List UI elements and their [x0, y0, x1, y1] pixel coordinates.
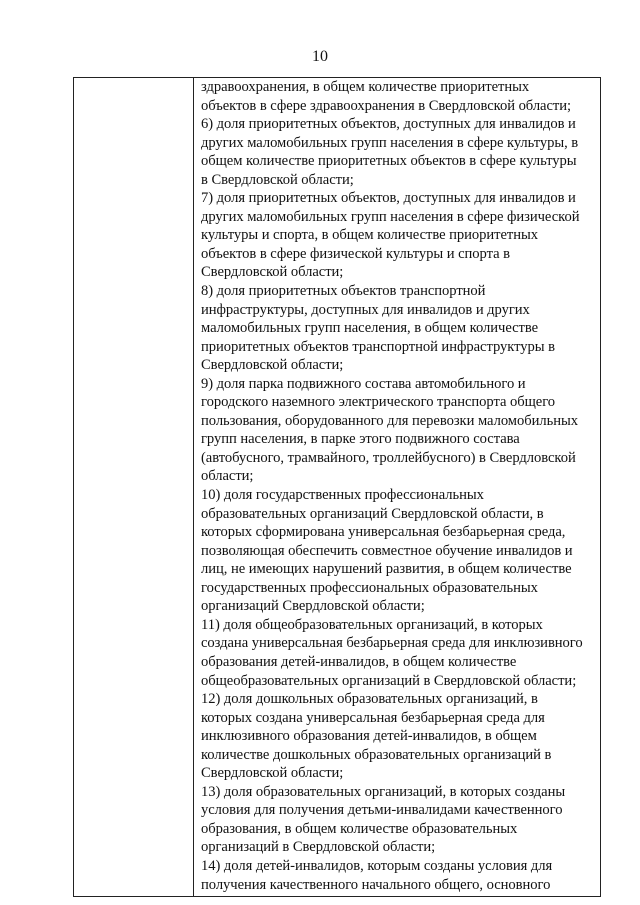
text-line: области; — [201, 468, 254, 485]
text-line: 9) доля парка подвижного состава автомобильного и — [201, 375, 526, 392]
text-line: организаций в Свердловской области; — [201, 839, 436, 856]
text-line: (автобусного, трамвайного, троллейбусного) в Свердловской — [201, 449, 576, 466]
text-line: 10) доля государственных профессиональных — [201, 487, 484, 504]
text-line: 11) доля общеобразовательных организаций, в которых — [201, 616, 543, 633]
text-line: общем количестве приоритетных объектов в сфере культуры — [201, 153, 577, 170]
text-line: Свердловской области; — [201, 765, 344, 782]
table-left-column — [74, 78, 194, 896]
text-line: в Свердловской области; — [201, 171, 354, 188]
text-line: 8) доля приоритетных объектов транспортной — [201, 283, 486, 300]
text-line: позволяющая обеспечить совместное обучение инвалидов и — [201, 542, 573, 559]
text-line: Свердловской области; — [201, 264, 344, 281]
text-line: инклюзивного образования детей-инвалидов, в общем — [201, 728, 537, 745]
text-line: групп населения, в парке этого подвижного состава — [201, 431, 520, 448]
text-line: 14) доля детей-инвалидов, которым созданы условия для — [201, 857, 553, 874]
text-line: здравоохранения, в общем количестве приоритетных — [201, 79, 530, 95]
text-line: пользования, оборудованного для перевозки маломобильных — [201, 412, 578, 429]
text-line: 13) доля образовательных организаций, в которых созданы — [201, 783, 566, 800]
text-line: создана универсальная безбарьерная среда для инклюзивного — [201, 635, 583, 652]
text-line: Свердловской области; — [201, 357, 344, 374]
text-line: которых сформирована универсальная безбарьерная среда, — [201, 524, 566, 541]
text-line: образования, в общем количестве образовательных — [201, 820, 518, 837]
text-line: городского наземного электрического транспорта общего — [201, 394, 556, 411]
text-line: культуры и спорта, в общем количестве приоритетных — [201, 227, 538, 244]
text-line: количестве дошкольных образовательных организаций в — [201, 746, 552, 763]
table-right-column — [194, 78, 600, 896]
text-line: 6) доля приоритетных объектов, доступных для инвалидов и — [201, 116, 576, 133]
document-table — [73, 77, 601, 897]
text-line: общеобразовательных организаций в Свердловской области; — [201, 672, 577, 689]
text-line: маломобильных групп населения, в общем количестве — [201, 320, 539, 337]
text-line: 7) доля приоритетных объектов, доступных для инвалидов и — [201, 190, 576, 207]
text-line: организаций Свердловской области; — [201, 598, 425, 615]
text-line: которых создана универсальная безбарьерная среда для — [201, 709, 545, 726]
text-line: инфраструктуры, доступных для инвалидов и других — [201, 301, 530, 318]
text-line: образовательных организаций Свердловской области, в — [201, 505, 544, 522]
text-line: других маломобильных групп населения в сфере культуры, в — [201, 134, 579, 151]
text-line: других маломобильных групп населения в сфере физической — [201, 208, 580, 225]
text-line: условия для получения детьми-инвалидами качественного — [201, 802, 563, 819]
text-line: государственных профессиональных образовательных — [201, 579, 538, 596]
text-line: 12) доля дошкольных образовательных организаций, в — [201, 691, 538, 708]
text-line: лиц, не имеющих нарушений развития, в общем количестве — [201, 561, 572, 578]
text-line: получения качественного начального общего, основного — [201, 876, 551, 893]
page-number: 10 — [312, 48, 328, 65]
text-line: приоритетных объектов транспортной инфраструктуры в — [201, 338, 555, 355]
text-line: объектов в сфере физической культуры и спорта в — [201, 245, 510, 262]
text-line: образования детей-инвалидов, в общем количестве — [201, 653, 517, 670]
text-line: объектов в сфере здравоохранения в Свердловской области; — [201, 97, 572, 114]
